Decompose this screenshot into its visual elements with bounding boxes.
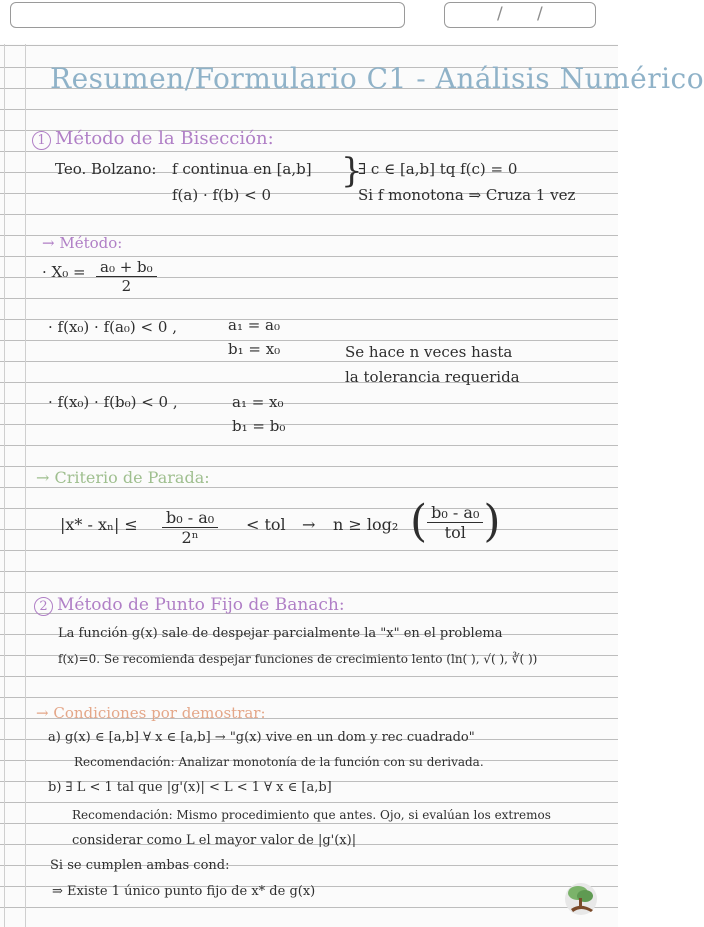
header-bar <box>0 0 618 40</box>
section-number: 1 <box>32 131 51 150</box>
bolzano-condition: f(a) · f(b) < 0 <box>172 186 272 204</box>
conclusion: ⇒ Existe 1 único punto fijo de x* de g(x) <box>52 884 316 899</box>
case-condition: · f(x₀) · f(b₀) < 0 , <box>48 393 178 411</box>
body-text: La función g(x) sale de despejar parcialmente la "x" en el problema <box>58 626 503 641</box>
condition-a: a) g(x) ∈ [a,b] ∀ x ∈ [a,b] → "g(x) vive en un dom y rec cuadrado" <box>48 730 475 745</box>
recommendation-b: Recomendación: Mismo procedimiento que antes. Ojo, si evalúan los extremos <box>72 808 551 822</box>
stopping-criterion-fraction <box>162 508 218 547</box>
case-assignment: a₁ = x₀ <box>232 393 284 411</box>
section-title: Método de Punto Fijo de Banach: <box>57 595 345 615</box>
subheading-criterio: → Criterio de Parada: <box>36 468 210 487</box>
brace: } <box>341 151 363 191</box>
bolzano-condition: f continua en [a,b] <box>172 160 312 178</box>
margin-line <box>25 44 26 927</box>
tolerance-text: < tol <box>246 515 286 534</box>
note-text: Se hace n veces hasta <box>345 343 513 361</box>
fraction-numerator: b₀ - a₀ <box>427 503 483 523</box>
iterations-formula: n ≥ log₂ <box>333 515 399 534</box>
condition-b: b) ∃ L < 1 tal que |g'(x)| < L < 1 ∀ x ∈ [a,b] <box>48 780 332 795</box>
case-assignment: b₁ = x₀ <box>228 340 281 358</box>
date-slash: / <box>537 4 543 24</box>
recommendation-b: considerar como L el mayor valor de |g'(x)| <box>72 833 357 848</box>
fraction-denominator: tol <box>444 522 466 542</box>
date-field[interactable] <box>444 2 596 28</box>
tree-logo-icon <box>563 882 599 916</box>
page-title: Resumen/Formulario C1 - Análisis Numérico <box>50 62 704 95</box>
section-heading <box>32 128 274 150</box>
case-assignment: b₁ = b₀ <box>232 417 286 435</box>
fraction-denominator: 2ⁿ <box>181 528 199 547</box>
section-title: Método de la Bisección: <box>55 128 274 149</box>
arrow-icon: → <box>302 515 316 534</box>
x0-denominator: 2 <box>121 277 132 295</box>
fraction-numerator: b₀ - a₀ <box>162 508 218 528</box>
subheading-condiciones: → Condiciones por demostrar: <box>36 704 266 722</box>
x0-formula <box>96 258 157 295</box>
case-assignment: a₁ = a₀ <box>228 316 281 334</box>
recommendation-a: Recomendación: Analizar monotonía de la función con su derivada. <box>74 755 484 769</box>
section-number: 2 <box>34 597 53 616</box>
bolzano-result: ∃ c ∈ [a,b] tq f(c) = 0 <box>358 160 518 178</box>
section-heading <box>34 595 345 616</box>
x0-numerator: a₀ + b₀ <box>96 258 157 277</box>
case-condition: · f(x₀) · f(a₀) < 0 , <box>48 318 177 336</box>
bolzano-result: Si f monotona ⇒ Cruza 1 vez <box>358 186 576 204</box>
title-field[interactable] <box>10 2 405 28</box>
x0-label: · X₀ = <box>42 263 86 281</box>
note-text: la tolerancia requerida <box>345 368 520 386</box>
date-slash: / <box>497 4 503 24</box>
subheading-metodo: → Método: <box>42 234 123 252</box>
stopping-criterion-left: |x* - xₙ| ≤ <box>60 515 138 534</box>
margin-line <box>4 44 5 927</box>
body-text: Si se cumplen ambas cond: <box>50 858 230 873</box>
bolzano-label: Teo. Bolzano: <box>55 160 157 178</box>
body-text: f(x)=0. Se recomienda despejar funciones de crecimiento lento (ln( ), √( ), ∛( )) <box>58 652 538 666</box>
log-argument: ( $\frac{\text{b₀ - a₀}}{\text{tol}}$ ) <box>410 496 501 547</box>
